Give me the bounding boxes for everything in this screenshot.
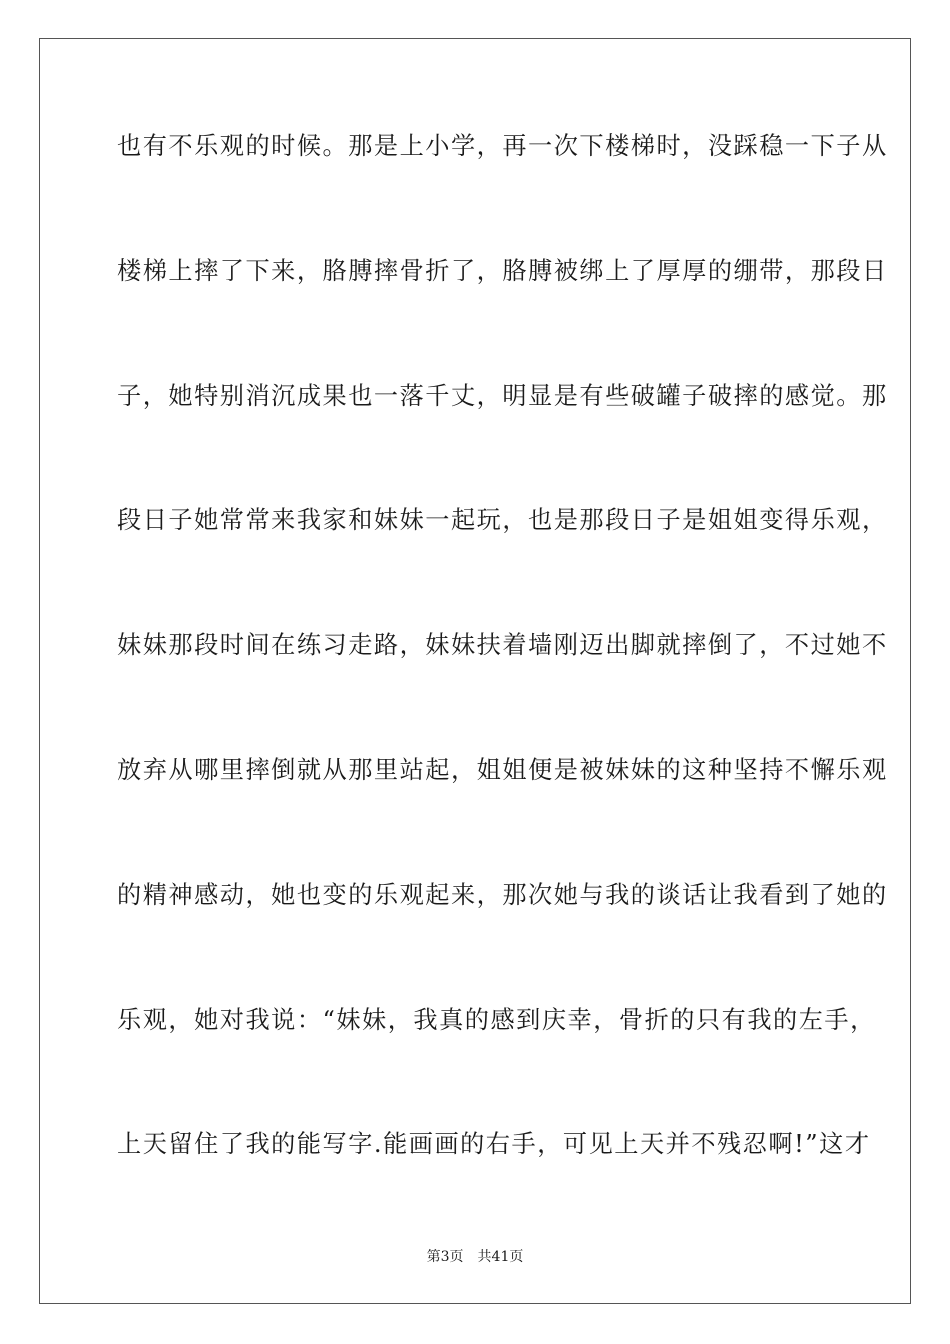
text-line: 放弃从哪里摔倒就从那里站起，姐姐便是被妹妹的这种坚持不懈乐观 xyxy=(117,755,888,784)
text-line: 的精神感动，她也变的乐观起来，那次她与我的谈话让我看到了她的 xyxy=(117,880,888,909)
page-footer xyxy=(0,1247,950,1267)
total-page-count: 共41页 xyxy=(477,1249,524,1265)
current-page-number: 第3页 xyxy=(426,1249,464,1265)
text-line: 也有不乐观的时候。那是上小学，再一次下楼梯时，没踩稳一下子从 xyxy=(117,132,888,160)
text-line: 乐观，她对我说：“妹妹，我真的感到庆幸，骨折的只有我的左手， xyxy=(117,1005,876,1034)
text-line: 楼梯上摔了下来，胳膊摔骨折了，胳膊被绑上了厚厚的绷带，那段日 xyxy=(117,256,888,285)
text-line: 段日子她常常来我家和妹妹一起玩，也是那段日子是姐姐变得乐观， xyxy=(117,506,888,535)
text-line: 子，她特别消沉成果也一落千丈，明显是有些破罐子破摔的感觉。那 xyxy=(117,381,888,410)
text-line: 上天留住了我的能写字.能画画的右手，可见上天并不残忍啊!”这才 xyxy=(117,1130,871,1159)
text-line: 妹妹那段时间在练习走路，妹妹扶着墙刚迈出脚就摔倒了，不过她不 xyxy=(117,631,888,660)
document-body xyxy=(117,128,888,1251)
